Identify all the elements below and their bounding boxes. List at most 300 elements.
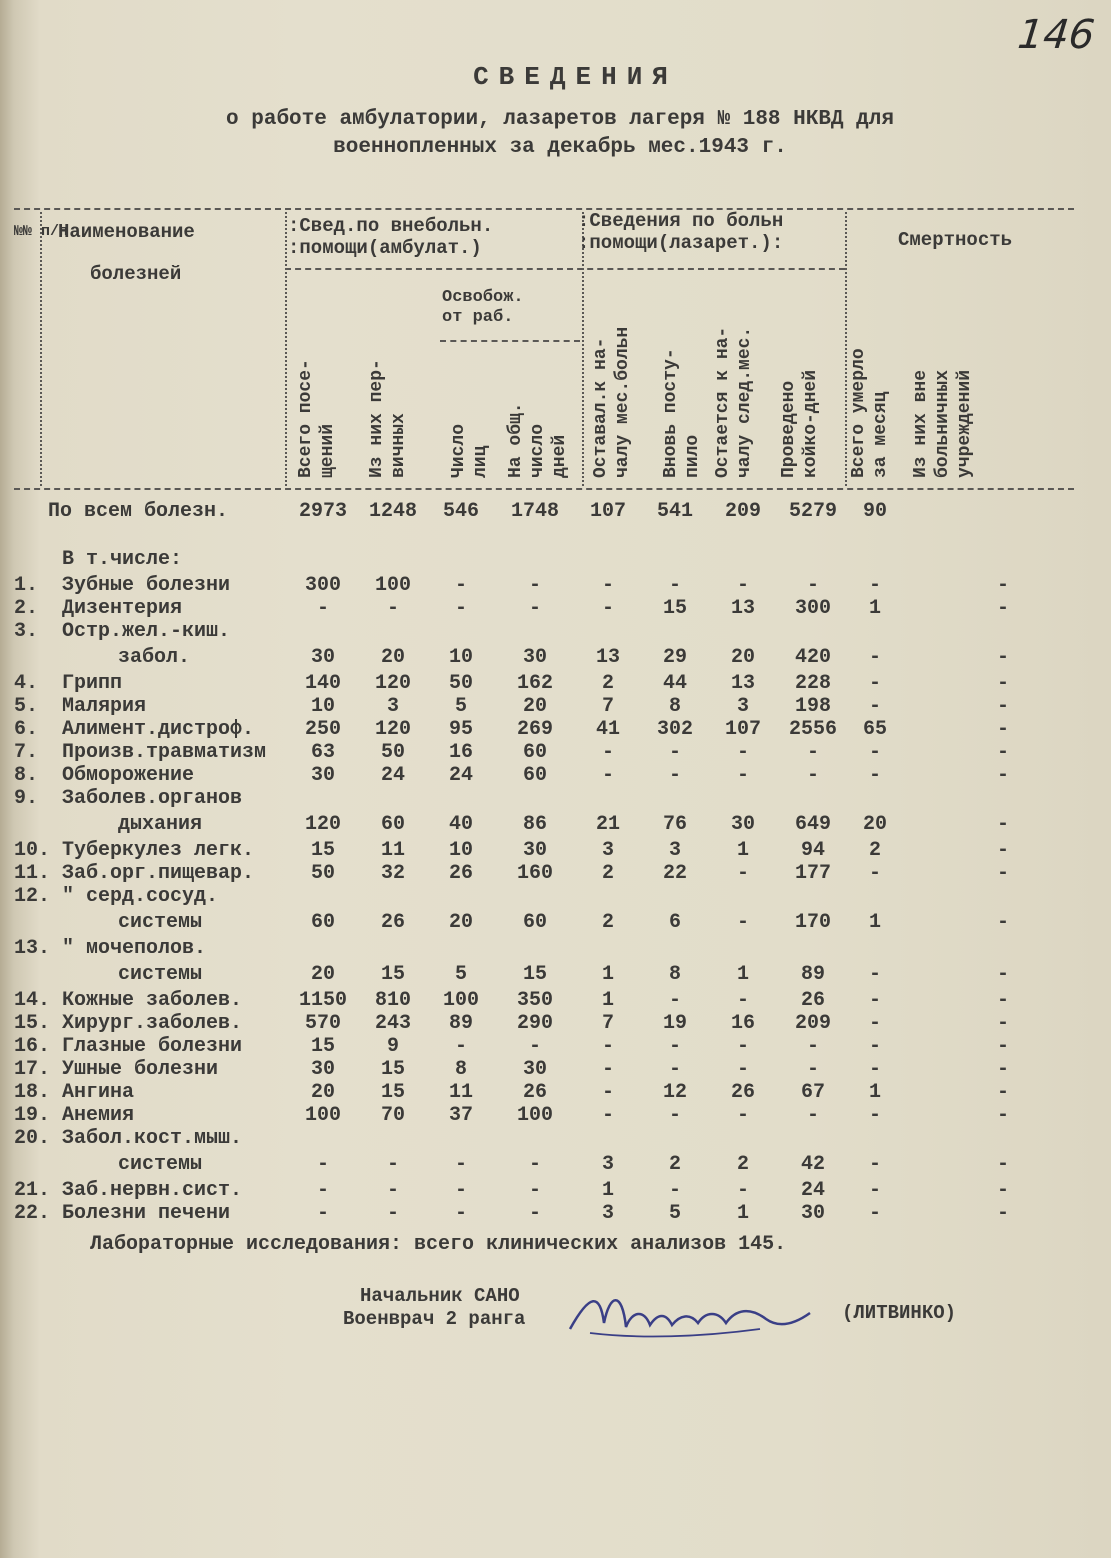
table-cell: 13 (730, 672, 755, 695)
table-cell: 7 (601, 695, 614, 718)
document-subtitle (110, 106, 1010, 162)
table-cell: - (601, 764, 614, 787)
table-cell: - (736, 1179, 749, 1202)
table-cell: 22 (662, 862, 687, 885)
signatory-position-1: Начальник САНО (360, 1285, 520, 1307)
table-cell: 20 (380, 646, 405, 669)
disease-name-continuation: забол. (118, 646, 191, 669)
table-cell: - (868, 672, 881, 695)
table-cell: - (806, 1104, 819, 1127)
table-cell: - (736, 764, 749, 787)
table-cell: 8 (454, 1058, 467, 1081)
table-cell: 15 (380, 963, 405, 986)
header-bottom-rule (14, 488, 1074, 490)
table-cell: 15 (310, 1035, 335, 1058)
table-cell: - (868, 1104, 881, 1127)
table-cell: - (316, 1153, 329, 1176)
disease-name: Грипп (62, 672, 123, 695)
row-number: 15. (14, 1012, 51, 1035)
table-cell: - (996, 1153, 1009, 1176)
table-row (0, 574, 1111, 596)
table-cell: - (386, 1202, 399, 1225)
row-number: 19. (14, 1104, 51, 1127)
table-cell: 250 (304, 718, 341, 741)
table-cell: - (996, 1104, 1009, 1127)
table-cell: 20 (730, 646, 755, 669)
table-cell: 42 (800, 1153, 825, 1176)
table-cell: 10 (310, 695, 335, 718)
table-cell: 6 (668, 911, 681, 934)
disease-name: " мочеполов. (62, 937, 207, 960)
header-name-line-2: болезней (90, 263, 182, 285)
table-cell: 1 (868, 911, 881, 934)
table-cell: - (996, 1202, 1009, 1225)
table-cell: 243 (374, 1012, 411, 1035)
table-row (0, 862, 1111, 884)
table-cell: 30 (522, 1058, 547, 1081)
table-cell: - (996, 1012, 1009, 1035)
table-cell: 24 (380, 764, 405, 787)
table-row-continuation (0, 1153, 1111, 1175)
table-cell: 5279 (788, 500, 837, 523)
column-header-primary-visits: Из них пер- вичных (367, 359, 409, 478)
table-cell: 13 (730, 597, 755, 620)
table-cell: 5 (668, 1202, 681, 1225)
table-cell: 50 (310, 862, 335, 885)
handwritten-signature (560, 1283, 820, 1353)
disease-name: Хирург.заболев. (62, 1012, 243, 1035)
table-row (0, 839, 1111, 861)
table-cell: 2556 (788, 718, 837, 741)
table-row (0, 1058, 1111, 1080)
disease-name-continuation: дыхания (118, 813, 203, 836)
table-cell: - (454, 1179, 467, 1202)
table-cell: - (868, 1035, 881, 1058)
table-cell: 15 (310, 839, 335, 862)
table-row (0, 1012, 1111, 1034)
table-cell: 1748 (510, 500, 559, 523)
row-number: 18. (14, 1081, 51, 1104)
header-hospital-line-1: :Сведения по больн (578, 210, 784, 232)
in-that-number-text: В т.числе: (62, 548, 183, 571)
signatory-name: (ЛИТВИНКО) (842, 1302, 957, 1324)
table-cell: 26 (448, 862, 473, 885)
in-that-number-label (0, 548, 1111, 570)
table-cell: 15 (380, 1058, 405, 1081)
row-number: 17. (14, 1058, 51, 1081)
table-cell: 3 (736, 695, 749, 718)
page-number: 146 (1015, 12, 1097, 58)
table-cell: - (996, 695, 1009, 718)
disease-name: Туберкулез легк. (62, 839, 255, 862)
table-cell: - (454, 574, 467, 597)
column-header-newly-admitted: Вновь посту- пило (661, 348, 703, 478)
row-number: 22. (14, 1202, 51, 1225)
table-cell: 198 (794, 695, 831, 718)
table-cell: 15 (380, 1081, 405, 1104)
table-cell: 100 (304, 1104, 341, 1127)
column-header-total-days: На общ. число дней (506, 402, 570, 478)
disease-name: Зубные болезни (62, 574, 231, 597)
table-cell: 20 (862, 813, 887, 836)
table-cell: - (736, 1058, 749, 1081)
table-cell: - (996, 741, 1009, 764)
table-cell: 30 (800, 1202, 825, 1225)
row-number: 20. (14, 1127, 51, 1150)
disease-name: Алимент.дистроф. (62, 718, 255, 741)
table-cell: 2 (601, 911, 614, 934)
table-cell: - (736, 574, 749, 597)
table-row (0, 1081, 1111, 1103)
table-cell: 65 (862, 718, 887, 741)
table-row (0, 764, 1111, 786)
disease-name: Заб.нервн.сист. (62, 1179, 243, 1202)
table-cell: - (668, 764, 681, 787)
table-cell: - (868, 989, 881, 1012)
table-cell: 60 (380, 813, 405, 836)
table-cell: 546 (442, 500, 479, 523)
table-cell: 3 (601, 1153, 614, 1176)
table-cell: - (316, 597, 329, 620)
header-sub-rule (285, 268, 845, 270)
table-cell: - (316, 1202, 329, 1225)
header-hospital-line-2: :помощи(лазарет.): (578, 232, 784, 254)
table-cell: - (668, 741, 681, 764)
disease-name-continuation: системы (118, 1153, 203, 1176)
table-cell: - (386, 1153, 399, 1176)
column-header-persons-count: Число лиц (449, 423, 491, 478)
table-cell: 810 (374, 989, 411, 1012)
table-cell: - (454, 1153, 467, 1176)
table-cell: 29 (662, 646, 687, 669)
table-cell: 269 (516, 718, 553, 741)
table-cell: 209 (724, 500, 761, 523)
table-cell: 5 (454, 963, 467, 986)
table-cell: - (601, 1104, 614, 1127)
row-number: 2. (14, 597, 39, 620)
table-cell: 209 (794, 1012, 831, 1035)
table-cell: - (868, 764, 881, 787)
table-cell: 170 (794, 911, 831, 934)
table-cell: 20 (522, 695, 547, 718)
table-cell: - (528, 597, 541, 620)
table-cell: - (868, 1202, 881, 1225)
table-cell: 26 (380, 911, 405, 934)
table-cell: 302 (656, 718, 693, 741)
table-cell: 16 (448, 741, 473, 764)
table-cell: 13 (595, 646, 620, 669)
total-row (0, 500, 1111, 522)
disease-name: Ушные болезни (62, 1058, 219, 1081)
table-cell: - (868, 646, 881, 669)
table-cell: - (601, 597, 614, 620)
table-cell: 30 (310, 646, 335, 669)
table-cell: 26 (800, 989, 825, 1012)
table-cell: 32 (380, 862, 405, 885)
table-cell: 44 (662, 672, 687, 695)
table-cell: - (601, 574, 614, 597)
table-cell: - (806, 574, 819, 597)
table-cell: 120 (304, 813, 341, 836)
table-cell: 649 (794, 813, 831, 836)
row-number: 11. (14, 862, 51, 885)
table-cell: - (668, 1058, 681, 1081)
table-cell: - (316, 1179, 329, 1202)
table-cell: 1 (601, 989, 614, 1012)
header-name-line-1: Наименование (58, 221, 195, 243)
table-cell: 24 (800, 1179, 825, 1202)
disease-name: Заб.орг.пищевар. (62, 862, 255, 885)
table-row-continuation (0, 813, 1111, 835)
table-cell: - (996, 672, 1009, 695)
table-row (0, 597, 1111, 619)
table-cell: - (868, 1012, 881, 1035)
header-mortality: Смертность (898, 229, 1013, 251)
lab-summary: Лабораторные исследования: всего клинических анализов 145. (90, 1233, 787, 1256)
table-row (0, 695, 1111, 717)
table-cell: - (868, 1179, 881, 1202)
table-cell: - (528, 1035, 541, 1058)
header-outpatient-line-1: :Свед.по внебольн. (288, 215, 494, 237)
row-number: 14. (14, 989, 51, 1012)
table-cell: 67 (800, 1081, 825, 1104)
table-cell: 2973 (298, 500, 347, 523)
table-cell: 100 (442, 989, 479, 1012)
table-cell: 300 (794, 597, 831, 620)
table-cell: 1248 (368, 500, 417, 523)
column-header-total-died: Всего умерло за месяц (849, 348, 891, 478)
table-cell: 8 (668, 695, 681, 718)
table-cell: - (996, 839, 1009, 862)
table-cell: - (996, 597, 1009, 620)
table-cell: 2 (868, 839, 881, 862)
header-num: №№ п/п (14, 223, 69, 240)
table-cell: - (454, 1035, 467, 1058)
table-cell: 3 (601, 839, 614, 862)
table-cell: - (996, 718, 1009, 741)
table-row (0, 672, 1111, 694)
table-cell: 1 (736, 1202, 749, 1225)
table-cell: 60 (522, 741, 547, 764)
table-cell: 420 (794, 646, 831, 669)
row-number: 1. (14, 574, 39, 597)
disease-name: Забол.кост.мыш. (62, 1127, 243, 1150)
table-cell: - (868, 695, 881, 718)
table-cell: 63 (310, 741, 335, 764)
disease-name: Заболев.органов (62, 787, 243, 810)
table-cell: 94 (800, 839, 825, 862)
table-cell: - (868, 574, 881, 597)
header-released-line-2: от раб. (442, 308, 514, 327)
column-header-remaining-next: Остается к на- чалу след.мес. (713, 326, 755, 478)
table-cell: 9 (386, 1035, 399, 1058)
table-cell: - (601, 741, 614, 764)
disease-name: Произв.травматизм (62, 741, 267, 764)
table-cell: - (996, 963, 1009, 986)
table-cell: 10 (448, 646, 473, 669)
row-number: 21. (14, 1179, 51, 1202)
table-cell: 30 (310, 764, 335, 787)
table-cell: - (996, 574, 1009, 597)
table-cell: 60 (310, 911, 335, 934)
row-number: 7. (14, 741, 39, 764)
table-cell: - (668, 1035, 681, 1058)
table-cell: - (996, 646, 1009, 669)
table-cell: - (868, 963, 881, 986)
table-cell: 37 (448, 1104, 473, 1127)
column-header-bed-days: Проведено койко-дней (779, 369, 821, 478)
table-cell: - (868, 1058, 881, 1081)
table-cell: - (996, 813, 1009, 836)
subtitle-line-2: военнопленных за декабрь мес.1943 г. (333, 136, 787, 159)
table-cell: 2 (601, 862, 614, 885)
disease-name: " серд.сосуд. (62, 885, 219, 908)
row-number: 16. (14, 1035, 51, 1058)
table-cell: 26 (522, 1081, 547, 1104)
table-cell: 100 (516, 1104, 553, 1127)
table-cell: 26 (730, 1081, 755, 1104)
table-cell: 60 (522, 764, 547, 787)
table-cell: 3 (386, 695, 399, 718)
header-divider (285, 212, 287, 486)
table-row (0, 1202, 1111, 1224)
table-cell: 2 (668, 1153, 681, 1176)
table-cell: 160 (516, 862, 553, 885)
table-cell: - (736, 862, 749, 885)
table-cell: 11 (380, 839, 405, 862)
released-sub-rule (440, 340, 580, 342)
table-cell: 120 (374, 672, 411, 695)
table-cell: - (528, 1153, 541, 1176)
table-cell: 15 (662, 597, 687, 620)
document-title: СВЕДЕНИЯ (473, 62, 678, 92)
table-cell: - (601, 1035, 614, 1058)
row-number: 13. (14, 937, 51, 960)
table-cell: 8 (668, 963, 681, 986)
column-header-total-visits: Всего посе- щений (296, 359, 338, 478)
table-cell: 7 (601, 1012, 614, 1035)
table-row (0, 741, 1111, 763)
row-number: 6. (14, 718, 39, 741)
table-cell: 12 (662, 1081, 687, 1104)
table-cell: 89 (448, 1012, 473, 1035)
table-cell: 21 (595, 813, 620, 836)
table-cell: 20 (448, 911, 473, 934)
table-cell: - (806, 764, 819, 787)
table-cell: 60 (522, 911, 547, 934)
table-cell: - (736, 1035, 749, 1058)
table-cell: - (601, 1081, 614, 1104)
table-cell: 2 (601, 672, 614, 695)
disease-name: Глазные болезни (62, 1035, 243, 1058)
header-divider (845, 212, 847, 486)
table-cell: - (996, 1179, 1009, 1202)
table-cell: 107 (589, 500, 626, 523)
table-cell: 107 (724, 718, 761, 741)
table-cell: - (386, 1179, 399, 1202)
table-cell: 95 (448, 718, 473, 741)
table-cell: 100 (374, 574, 411, 597)
table-cell: 41 (595, 718, 620, 741)
table-cell: - (868, 1153, 881, 1176)
table-cell: 1 (601, 963, 614, 986)
table-cell: - (996, 911, 1009, 934)
table-row (0, 718, 1111, 740)
row-number: 9. (14, 787, 39, 810)
table-cell: - (454, 597, 467, 620)
table-cell: 70 (380, 1104, 405, 1127)
table-cell: - (868, 862, 881, 885)
row-number: 3. (14, 620, 39, 643)
disease-name-continuation: системы (118, 911, 203, 934)
table-cell: 140 (304, 672, 341, 695)
disease-name: Ангина (62, 1081, 135, 1104)
table-cell: 290 (516, 1012, 553, 1035)
table-cell: 350 (516, 989, 553, 1012)
table-cell: 30 (522, 839, 547, 862)
row-number: 4. (14, 672, 39, 695)
table-cell: - (996, 989, 1009, 1012)
table-cell: 50 (380, 741, 405, 764)
table-cell: 177 (794, 862, 831, 885)
table-row-continuation (0, 911, 1111, 933)
header-released-line-1: Освобож. (442, 288, 524, 307)
table-cell: 30 (522, 646, 547, 669)
disease-name: Обморожение (62, 764, 195, 787)
table-row-continuation (0, 963, 1111, 985)
table-cell: 1150 (298, 989, 347, 1012)
table-cell: - (528, 574, 541, 597)
table-cell: 1 (736, 839, 749, 862)
table-cell: - (806, 1058, 819, 1081)
table-row (0, 1179, 1111, 1201)
signatory-position-2: Военврач 2 ранга (343, 1308, 526, 1330)
table-cell: 5 (454, 695, 467, 718)
table-cell: - (528, 1202, 541, 1225)
row-number: 5. (14, 695, 39, 718)
row-number: 8. (14, 764, 39, 787)
disease-name: Болезни печени (62, 1202, 231, 1225)
table-cell: 90 (862, 500, 887, 523)
table-cell: - (668, 574, 681, 597)
table-cell: 300 (304, 574, 341, 597)
table-row-continuation (0, 646, 1111, 668)
disease-name: Анемия (62, 1104, 135, 1127)
header-outpatient-line-2: :помощи(амбулат.) (288, 237, 482, 259)
table-cell: - (996, 1035, 1009, 1058)
table-cell: 30 (730, 813, 755, 836)
table-cell: - (736, 741, 749, 764)
table-cell: - (386, 597, 399, 620)
table-cell: - (996, 764, 1009, 787)
disease-name: Остр.жел.-киш. (62, 620, 231, 643)
row-number: 10. (14, 839, 51, 862)
table-row (0, 1035, 1111, 1057)
table-cell: 1 (868, 1081, 881, 1104)
table-cell: 50 (448, 672, 473, 695)
table-cell: 11 (448, 1081, 473, 1104)
table-cell: 30 (310, 1058, 335, 1081)
table-cell: 10 (448, 839, 473, 862)
row-number: 12. (14, 885, 51, 908)
disease-name-continuation: системы (118, 963, 203, 986)
table-cell: - (996, 1058, 1009, 1081)
table-cell: 1 (868, 597, 881, 620)
table-cell: 76 (662, 813, 687, 836)
table-cell: - (668, 1104, 681, 1127)
table-cell: 19 (662, 1012, 687, 1035)
header-top-rule (14, 208, 1074, 210)
